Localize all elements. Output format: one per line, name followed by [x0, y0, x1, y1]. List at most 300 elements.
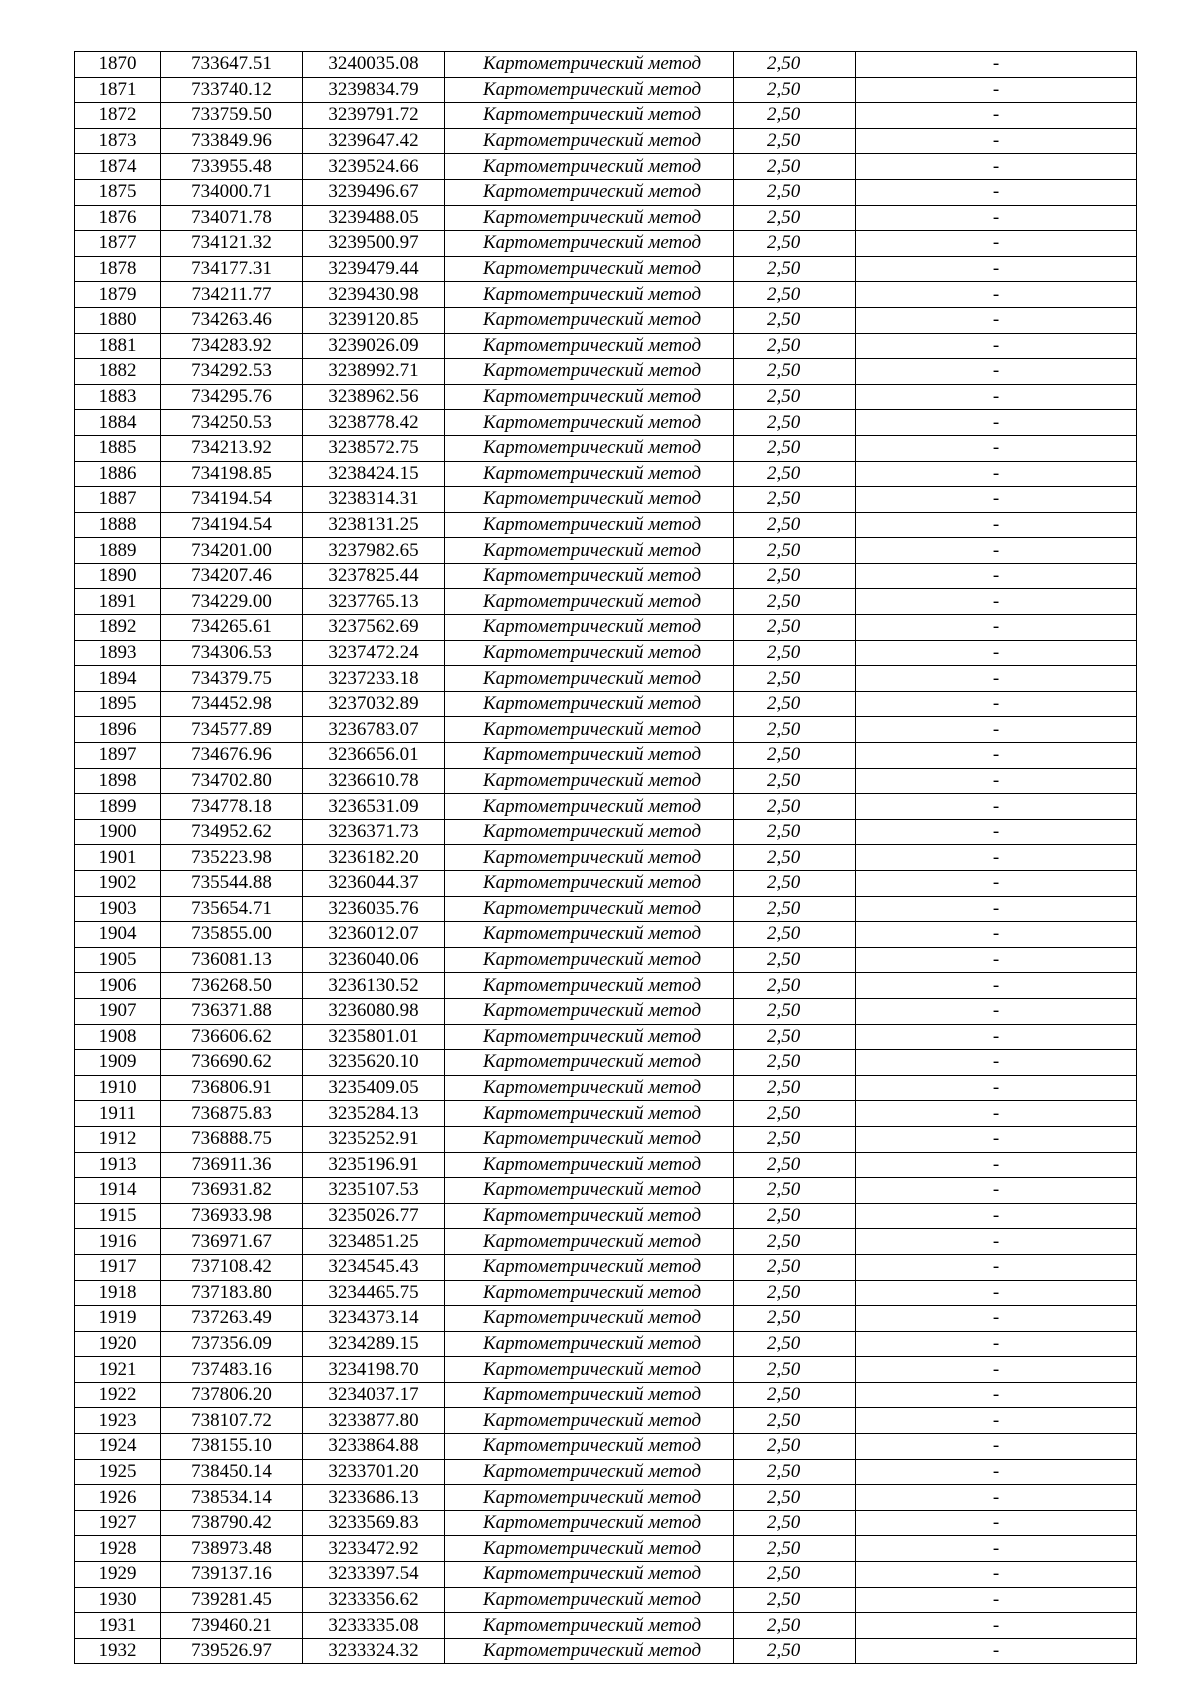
- table-row: [75, 307, 1137, 333]
- description-cell: -: [856, 1280, 1137, 1306]
- coordinate-y-cell: 3233864.88: [303, 1434, 445, 1460]
- accuracy-cell: 2,50: [734, 717, 856, 743]
- coordinate-y-cell: 3239834.79: [303, 77, 445, 103]
- coordinate-x-cell: 733759.50: [161, 103, 303, 129]
- table-row: [75, 1306, 1137, 1332]
- table-row: [75, 1331, 1137, 1357]
- description-cell: -: [856, 1510, 1137, 1536]
- method-cell: Картометрический метод: [445, 1126, 734, 1152]
- accuracy-cell: 2,50: [734, 896, 856, 922]
- point-number-cell: 1897: [75, 743, 161, 769]
- coordinate-y-cell: 3235409.05: [303, 1075, 445, 1101]
- accuracy-cell: 2,50: [734, 205, 856, 231]
- coordinate-x-cell: 738450.14: [161, 1459, 303, 1485]
- accuracy-cell: 2,50: [734, 179, 856, 205]
- table-row: [75, 1536, 1137, 1562]
- coordinate-y-cell: 3236040.06: [303, 947, 445, 973]
- accuracy-cell: 2,50: [734, 333, 856, 359]
- accuracy-cell: 2,50: [734, 1075, 856, 1101]
- point-number-cell: 1892: [75, 615, 161, 641]
- method-cell: Картометрический метод: [445, 1203, 734, 1229]
- method-cell: Картометрический метод: [445, 1382, 734, 1408]
- point-number-cell: 1884: [75, 410, 161, 436]
- accuracy-cell: 2,50: [734, 307, 856, 333]
- table-row: [75, 1024, 1137, 1050]
- point-number-cell: 1909: [75, 1050, 161, 1076]
- method-cell: Картометрический метод: [445, 1101, 734, 1127]
- table-row: [75, 743, 1137, 769]
- coordinate-x-cell: 736933.98: [161, 1203, 303, 1229]
- coordinate-y-cell: 3237032.89: [303, 691, 445, 717]
- coordinate-y-cell: 3236783.07: [303, 717, 445, 743]
- accuracy-cell: 2,50: [734, 1254, 856, 1280]
- point-number-cell: 1878: [75, 256, 161, 282]
- coordinate-y-cell: 3238778.42: [303, 410, 445, 436]
- method-cell: Картометрический метод: [445, 998, 734, 1024]
- method-cell: Картометрический метод: [445, 1050, 734, 1076]
- point-number-cell: 1923: [75, 1408, 161, 1434]
- method-cell: Картометрический метод: [445, 871, 734, 897]
- description-cell: -: [856, 845, 1137, 871]
- accuracy-cell: 2,50: [734, 77, 856, 103]
- method-cell: Картометрический метод: [445, 1306, 734, 1332]
- table-row: [75, 435, 1137, 461]
- description-cell: -: [856, 922, 1137, 948]
- coordinate-y-cell: 3236130.52: [303, 973, 445, 999]
- description-cell: -: [856, 1050, 1137, 1076]
- table-row: [75, 1280, 1137, 1306]
- accuracy-cell: 2,50: [734, 1331, 856, 1357]
- table-row: [75, 794, 1137, 820]
- accuracy-cell: 2,50: [734, 1229, 856, 1255]
- table-row: [75, 922, 1137, 948]
- coordinate-x-cell: 734211.77: [161, 282, 303, 308]
- table-row: [75, 1101, 1137, 1127]
- table-row: [75, 1229, 1137, 1255]
- accuracy-cell: 2,50: [734, 1408, 856, 1434]
- accuracy-cell: 2,50: [734, 410, 856, 436]
- description-cell: -: [856, 282, 1137, 308]
- coordinate-x-cell: 736931.82: [161, 1178, 303, 1204]
- coordinate-x-cell: 736268.50: [161, 973, 303, 999]
- point-number-cell: 1910: [75, 1075, 161, 1101]
- coordinate-y-cell: 3234289.15: [303, 1331, 445, 1357]
- accuracy-cell: 2,50: [734, 103, 856, 129]
- table-row: [75, 1382, 1137, 1408]
- coordinate-y-cell: 3239026.09: [303, 333, 445, 359]
- description-cell: -: [856, 1101, 1137, 1127]
- table-row: [75, 819, 1137, 845]
- description-cell: -: [856, 589, 1137, 615]
- coordinate-y-cell: 3233324.32: [303, 1638, 445, 1664]
- coordinate-x-cell: 739526.97: [161, 1638, 303, 1664]
- table-row: [75, 179, 1137, 205]
- coordinate-x-cell: 738107.72: [161, 1408, 303, 1434]
- coordinate-y-cell: 3237765.13: [303, 589, 445, 615]
- accuracy-cell: 2,50: [734, 666, 856, 692]
- method-cell: Картометрический метод: [445, 1459, 734, 1485]
- description-cell: -: [856, 896, 1137, 922]
- table-row: [75, 717, 1137, 743]
- accuracy-cell: 2,50: [734, 768, 856, 794]
- description-cell: -: [856, 871, 1137, 897]
- table-row: [75, 333, 1137, 359]
- accuracy-cell: 2,50: [734, 154, 856, 180]
- description-cell: -: [856, 1178, 1137, 1204]
- table-row: [75, 1638, 1137, 1664]
- accuracy-cell: 2,50: [734, 589, 856, 615]
- description-cell: -: [856, 998, 1137, 1024]
- coordinate-y-cell: 3239524.66: [303, 154, 445, 180]
- coordinate-x-cell: 734306.53: [161, 640, 303, 666]
- coordinate-x-cell: 734194.54: [161, 487, 303, 513]
- coordinate-x-cell: 736081.13: [161, 947, 303, 973]
- table-row: [75, 615, 1137, 641]
- coordinate-y-cell: 3236012.07: [303, 922, 445, 948]
- point-number-cell: 1875: [75, 179, 161, 205]
- point-number-cell: 1879: [75, 282, 161, 308]
- coordinate-y-cell: 3234545.43: [303, 1254, 445, 1280]
- description-cell: -: [856, 1587, 1137, 1613]
- description-cell: -: [856, 52, 1137, 78]
- method-cell: Картометрический метод: [445, 819, 734, 845]
- coordinate-x-cell: 734198.85: [161, 461, 303, 487]
- method-cell: Картометрический метод: [445, 77, 734, 103]
- description-cell: -: [856, 1536, 1137, 1562]
- coordinate-y-cell: 3233877.80: [303, 1408, 445, 1434]
- table-row: [75, 1357, 1137, 1383]
- accuracy-cell: 2,50: [734, 1050, 856, 1076]
- table-row: [75, 410, 1137, 436]
- point-number-cell: 1900: [75, 819, 161, 845]
- table-row: [75, 973, 1137, 999]
- accuracy-cell: 2,50: [734, 615, 856, 641]
- point-number-cell: 1924: [75, 1434, 161, 1460]
- description-cell: -: [856, 231, 1137, 257]
- accuracy-cell: 2,50: [734, 435, 856, 461]
- description-cell: -: [856, 154, 1137, 180]
- coordinate-x-cell: 736606.62: [161, 1024, 303, 1050]
- coordinate-y-cell: 3233569.83: [303, 1510, 445, 1536]
- coordinate-x-cell: 734177.31: [161, 256, 303, 282]
- point-number-cell: 1888: [75, 512, 161, 538]
- table-row: [75, 384, 1137, 410]
- point-number-cell: 1894: [75, 666, 161, 692]
- coordinate-x-cell: 733849.96: [161, 128, 303, 154]
- description-cell: -: [856, 256, 1137, 282]
- coordinate-x-cell: 734194.54: [161, 512, 303, 538]
- coordinate-x-cell: 734229.00: [161, 589, 303, 615]
- point-number-cell: 1883: [75, 384, 161, 410]
- description-cell: -: [856, 128, 1137, 154]
- point-number-cell: 1891: [75, 589, 161, 615]
- coordinate-x-cell: 736911.36: [161, 1152, 303, 1178]
- coordinate-x-cell: 734452.98: [161, 691, 303, 717]
- coordinate-x-cell: 734283.92: [161, 333, 303, 359]
- point-number-cell: 1872: [75, 103, 161, 129]
- method-cell: Картометрический метод: [445, 896, 734, 922]
- point-number-cell: 1895: [75, 691, 161, 717]
- coordinate-x-cell: 735223.98: [161, 845, 303, 871]
- description-cell: -: [856, 205, 1137, 231]
- description-cell: -: [856, 307, 1137, 333]
- table-row: [75, 256, 1137, 282]
- description-cell: -: [856, 794, 1137, 820]
- accuracy-cell: 2,50: [734, 691, 856, 717]
- accuracy-cell: 2,50: [734, 1024, 856, 1050]
- description-cell: -: [856, 1562, 1137, 1588]
- accuracy-cell: 2,50: [734, 1280, 856, 1306]
- coordinate-y-cell: 3237982.65: [303, 538, 445, 564]
- description-cell: -: [856, 1459, 1137, 1485]
- coordinate-y-cell: 3236610.78: [303, 768, 445, 794]
- method-cell: Картометрический метод: [445, 743, 734, 769]
- description-cell: -: [856, 973, 1137, 999]
- coordinate-y-cell: 3238131.25: [303, 512, 445, 538]
- accuracy-cell: 2,50: [734, 1536, 856, 1562]
- method-cell: Картометрический метод: [445, 1587, 734, 1613]
- accuracy-cell: 2,50: [734, 1562, 856, 1588]
- description-cell: -: [856, 1434, 1137, 1460]
- method-cell: Картометрический метод: [445, 1075, 734, 1101]
- table-row: [75, 103, 1137, 129]
- description-cell: -: [856, 1613, 1137, 1639]
- table-row: [75, 1254, 1137, 1280]
- accuracy-cell: 2,50: [734, 512, 856, 538]
- coordinate-y-cell: 3236044.37: [303, 871, 445, 897]
- accuracy-cell: 2,50: [734, 743, 856, 769]
- table-row: [75, 359, 1137, 385]
- coordinate-y-cell: 3239120.85: [303, 307, 445, 333]
- method-cell: Картометрический метод: [445, 307, 734, 333]
- coordinate-x-cell: 734000.71: [161, 179, 303, 205]
- coordinate-y-cell: 3235801.01: [303, 1024, 445, 1050]
- point-number-cell: 1925: [75, 1459, 161, 1485]
- description-cell: -: [856, 333, 1137, 359]
- description-cell: -: [856, 743, 1137, 769]
- coordinate-x-cell: 735855.00: [161, 922, 303, 948]
- coordinate-x-cell: 736888.75: [161, 1126, 303, 1152]
- point-number-cell: 1906: [75, 973, 161, 999]
- method-cell: Картометрический метод: [445, 922, 734, 948]
- method-cell: Картометрический метод: [445, 1152, 734, 1178]
- table-row: [75, 1587, 1137, 1613]
- description-cell: -: [856, 538, 1137, 564]
- method-cell: Картометрический метод: [445, 410, 734, 436]
- coordinate-y-cell: 3238992.71: [303, 359, 445, 385]
- table-row: [75, 691, 1137, 717]
- description-cell: -: [856, 768, 1137, 794]
- point-number-cell: 1928: [75, 1536, 161, 1562]
- table-row: [75, 1613, 1137, 1639]
- point-number-cell: 1920: [75, 1331, 161, 1357]
- method-cell: Картометрический метод: [445, 1408, 734, 1434]
- table-row: [75, 538, 1137, 564]
- description-cell: -: [856, 1408, 1137, 1434]
- method-cell: Картометрический метод: [445, 768, 734, 794]
- method-cell: Картометрический метод: [445, 205, 734, 231]
- coordinate-y-cell: 3240035.08: [303, 52, 445, 78]
- table-row: [75, 666, 1137, 692]
- point-number-cell: 1913: [75, 1152, 161, 1178]
- coordinate-x-cell: 734702.80: [161, 768, 303, 794]
- coordinate-x-cell: 738534.14: [161, 1485, 303, 1511]
- table-row: [75, 563, 1137, 589]
- coordinate-y-cell: 3234465.75: [303, 1280, 445, 1306]
- method-cell: Картометрический метод: [445, 1485, 734, 1511]
- method-cell: Картометрический метод: [445, 384, 734, 410]
- method-cell: Картометрический метод: [445, 359, 734, 385]
- method-cell: Картометрический метод: [445, 1536, 734, 1562]
- accuracy-cell: 2,50: [734, 1485, 856, 1511]
- method-cell: Картометрический метод: [445, 461, 734, 487]
- point-number-cell: 1882: [75, 359, 161, 385]
- method-cell: Картометрический метод: [445, 615, 734, 641]
- coordinate-x-cell: 733740.12: [161, 77, 303, 103]
- accuracy-cell: 2,50: [734, 794, 856, 820]
- method-cell: Картометрический метод: [445, 282, 734, 308]
- coordinates-table-body: [75, 52, 1137, 1664]
- method-cell: Картометрический метод: [445, 1638, 734, 1664]
- coordinate-x-cell: 734952.62: [161, 819, 303, 845]
- point-number-cell: 1896: [75, 717, 161, 743]
- point-number-cell: 1929: [75, 1562, 161, 1588]
- table-row: [75, 1178, 1137, 1204]
- coordinate-x-cell: 734676.96: [161, 743, 303, 769]
- coordinate-x-cell: 735654.71: [161, 896, 303, 922]
- description-cell: -: [856, 1229, 1137, 1255]
- accuracy-cell: 2,50: [734, 1306, 856, 1332]
- accuracy-cell: 2,50: [734, 819, 856, 845]
- method-cell: Картометрический метод: [445, 256, 734, 282]
- method-cell: Картометрический метод: [445, 333, 734, 359]
- table-row: [75, 231, 1137, 257]
- point-number-cell: 1876: [75, 205, 161, 231]
- table-row: [75, 640, 1137, 666]
- point-number-cell: 1871: [75, 77, 161, 103]
- point-number-cell: 1932: [75, 1638, 161, 1664]
- method-cell: Картометрический метод: [445, 435, 734, 461]
- table-row: [75, 1562, 1137, 1588]
- coordinate-y-cell: 3235107.53: [303, 1178, 445, 1204]
- coordinate-x-cell: 738790.42: [161, 1510, 303, 1536]
- description-cell: -: [856, 1203, 1137, 1229]
- coordinate-y-cell: 3237562.69: [303, 615, 445, 641]
- description-cell: -: [856, 1485, 1137, 1511]
- accuracy-cell: 2,50: [734, 538, 856, 564]
- description-cell: -: [856, 1331, 1137, 1357]
- coordinates-table: [74, 51, 1137, 1664]
- coordinate-x-cell: 734379.75: [161, 666, 303, 692]
- coordinate-y-cell: 3235196.91: [303, 1152, 445, 1178]
- accuracy-cell: 2,50: [734, 1178, 856, 1204]
- accuracy-cell: 2,50: [734, 1357, 856, 1383]
- method-cell: Картометрический метод: [445, 1434, 734, 1460]
- coordinate-x-cell: 737263.49: [161, 1306, 303, 1332]
- coordinate-y-cell: 3236035.76: [303, 896, 445, 922]
- coordinate-y-cell: 3233356.62: [303, 1587, 445, 1613]
- coordinate-y-cell: 3233686.13: [303, 1485, 445, 1511]
- table-row: [75, 52, 1137, 78]
- description-cell: -: [856, 461, 1137, 487]
- coordinate-y-cell: 3239647.42: [303, 128, 445, 154]
- description-cell: -: [856, 77, 1137, 103]
- method-cell: Картометрический метод: [445, 1510, 734, 1536]
- point-number-cell: 1922: [75, 1382, 161, 1408]
- coordinate-y-cell: 3239496.67: [303, 179, 445, 205]
- description-cell: -: [856, 410, 1137, 436]
- description-cell: -: [856, 1638, 1137, 1664]
- coordinate-x-cell: 736371.88: [161, 998, 303, 1024]
- table-row: [75, 947, 1137, 973]
- table-row: [75, 77, 1137, 103]
- method-cell: Картометрический метод: [445, 1562, 734, 1588]
- coordinate-x-cell: 736690.62: [161, 1050, 303, 1076]
- table-row: [75, 1075, 1137, 1101]
- description-cell: -: [856, 435, 1137, 461]
- table-row: [75, 1152, 1137, 1178]
- coordinate-y-cell: 3238424.15: [303, 461, 445, 487]
- coordinate-y-cell: 3239791.72: [303, 103, 445, 129]
- description-cell: -: [856, 1126, 1137, 1152]
- description-cell: -: [856, 103, 1137, 129]
- method-cell: Картометрический метод: [445, 1357, 734, 1383]
- method-cell: Картометрический метод: [445, 179, 734, 205]
- point-number-cell: 1890: [75, 563, 161, 589]
- coordinate-x-cell: 734778.18: [161, 794, 303, 820]
- accuracy-cell: 2,50: [734, 384, 856, 410]
- table-row: [75, 1434, 1137, 1460]
- coordinate-y-cell: 3234037.17: [303, 1382, 445, 1408]
- accuracy-cell: 2,50: [734, 998, 856, 1024]
- method-cell: Картометрический метод: [445, 1280, 734, 1306]
- table-row: [75, 205, 1137, 231]
- coordinate-y-cell: 3238314.31: [303, 487, 445, 513]
- point-number-cell: 1931: [75, 1613, 161, 1639]
- accuracy-cell: 2,50: [734, 1203, 856, 1229]
- table-row: [75, 512, 1137, 538]
- table-row: [75, 871, 1137, 897]
- description-cell: -: [856, 487, 1137, 513]
- point-number-cell: 1930: [75, 1587, 161, 1613]
- coordinate-y-cell: 3238962.56: [303, 384, 445, 410]
- point-number-cell: 1919: [75, 1306, 161, 1332]
- coordinate-x-cell: 739281.45: [161, 1587, 303, 1613]
- description-cell: -: [856, 563, 1137, 589]
- accuracy-cell: 2,50: [734, 947, 856, 973]
- accuracy-cell: 2,50: [734, 1638, 856, 1664]
- method-cell: Картометрический метод: [445, 1024, 734, 1050]
- method-cell: Картометрический метод: [445, 1254, 734, 1280]
- coordinate-y-cell: 3236371.73: [303, 819, 445, 845]
- point-number-cell: 1873: [75, 128, 161, 154]
- coordinate-x-cell: 736875.83: [161, 1101, 303, 1127]
- coordinate-x-cell: 737108.42: [161, 1254, 303, 1280]
- coordinate-x-cell: 734121.32: [161, 231, 303, 257]
- coordinate-x-cell: 738973.48: [161, 1536, 303, 1562]
- coordinate-y-cell: 3233701.20: [303, 1459, 445, 1485]
- description-cell: -: [856, 717, 1137, 743]
- point-number-cell: 1889: [75, 538, 161, 564]
- method-cell: Картометрический метод: [445, 589, 734, 615]
- description-cell: -: [856, 666, 1137, 692]
- coordinate-y-cell: 3239488.05: [303, 205, 445, 231]
- description-cell: -: [856, 1254, 1137, 1280]
- coordinate-x-cell: 736806.91: [161, 1075, 303, 1101]
- point-number-cell: 1917: [75, 1254, 161, 1280]
- coordinate-y-cell: 3237233.18: [303, 666, 445, 692]
- point-number-cell: 1921: [75, 1357, 161, 1383]
